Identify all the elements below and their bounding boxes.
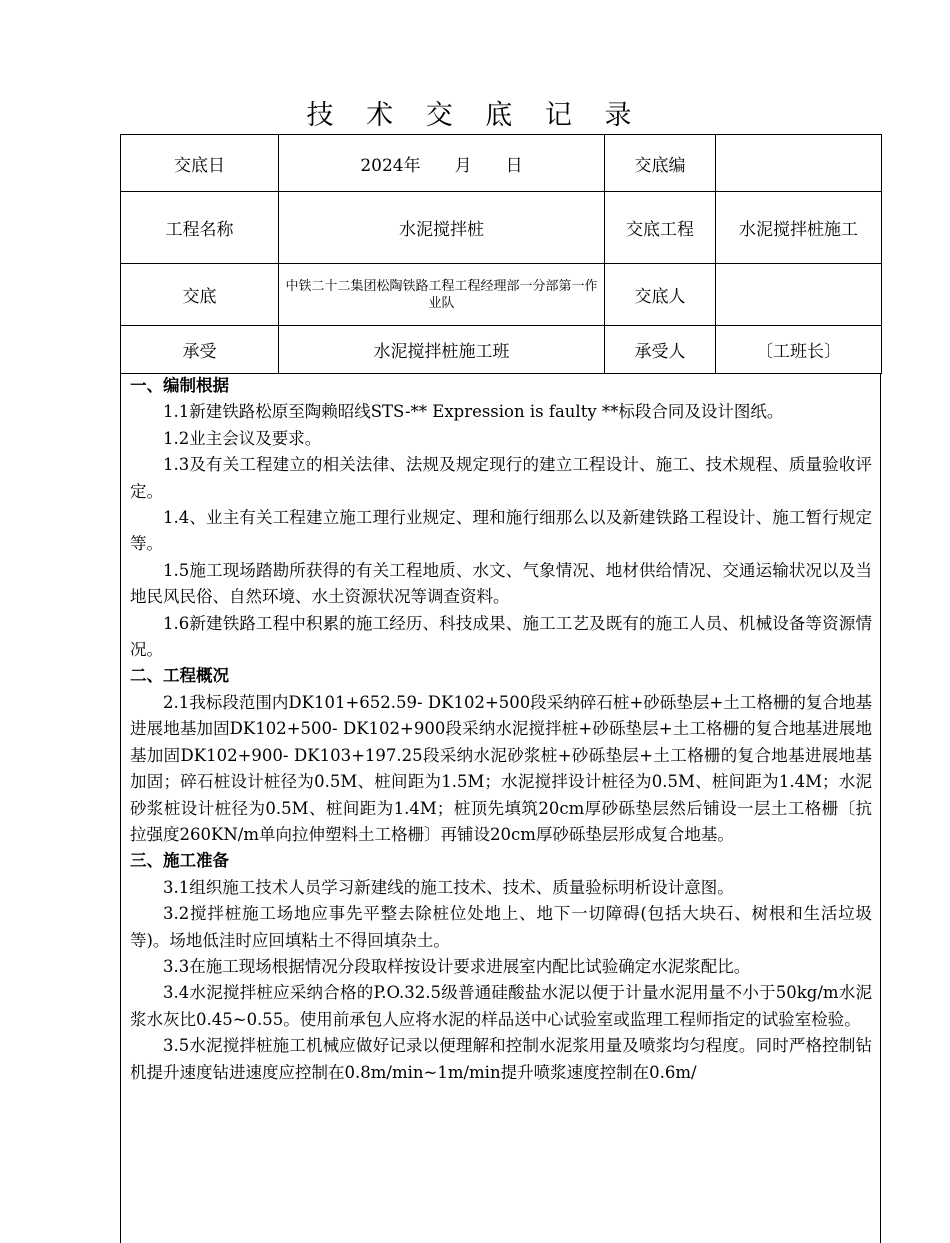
paragraph: 1.3及有关工程建立的相关法律、法规及规定现行的建立工程设计、施工、技术规程、质量验收评定。: [130, 455, 872, 501]
header-row-receiver: [121, 326, 882, 374]
header-row-unit: [121, 264, 882, 326]
disclosure-unit-value: 中铁二十二集团松陶铁路工程工程经理部一分部第一作业队: [279, 264, 605, 326]
paragraph: 3.4水泥搅拌桩应采纳合格的P.O.32.5级普通硅酸盐水泥以便于计量水泥用量不小于50kg/m水泥浆水灰比0.45~0.55。使用前承包人应将水泥的样品送中心试验室或监理工程师指定的试验室检验。: [130, 983, 872, 1029]
header-row-project: [121, 192, 882, 264]
paragraph: 1.1新建铁路松原至陶赖昭线STS-** Expression is faulty **标段合同及设计图纸。: [163, 402, 784, 422]
paragraph: 2.1我标段范围内DK101+652.59- DK102+500段采纳碎石桩+砂砾垫层+土工格栅的复合地基进展地基加固DK102+500- DK102+900段采纳水泥搅拌桩+砂砾垫层+土工格栅的复合地基进展地基加固DK102+900- DK103+197.25段采纳水泥砂浆桩+砂砾垫层+土工格栅的复合地基进展地基加固；碎石桩设计桩径为0.5M、桩间距为1.5M；水泥搅拌设计桩径为0.5M、桩间距为1.4M；水泥砂浆桩设计桩径为0.5M、桩间距为1.4M；桩顶先填筑20cm厚砂砾垫层然后铺设一层土工格栅〔抗拉强度260KN/m单向拉伸塑料土工格栅〕再铺设20cm厚砂砾垫层形成复合地基。: [130, 692, 872, 844]
paragraph: 1.4、业主有关工程建立施工理行业规定、理和施行细那么以及新建铁路工程设计、施工暂行规定等。: [130, 508, 872, 554]
paragraph: 1.5施工现场踏勘所获得的有关工程地质、水文、气象情况、地材供给情况、交通运输状况以及当地民风民俗、自然环境、水土资源状况等调查资料。: [130, 560, 872, 607]
section-heading-preparation: 三、施工准备: [130, 851, 229, 871]
project-name-label: 工程名称: [121, 192, 279, 264]
section-heading-overview: 二、工程概况: [130, 666, 229, 686]
paragraph: 3.2搅拌桩施工场地应事先平整去除桩位处地上、地下一切障碍(包括大块石、树根和生活垃圾等)。场地低洼时应回填粘土不得回填杂土。: [130, 904, 872, 950]
paragraph: 1.2业主会议及要求。: [163, 428, 322, 448]
receiver-label: 承受: [121, 326, 279, 374]
work-item-value: 水泥搅拌桩施工: [716, 192, 882, 264]
work-item-label: 交底工程: [605, 192, 716, 264]
disclosure-content: [120, 373, 881, 1243]
discloser-label: 交底人: [605, 264, 716, 326]
paragraph: 1.6新建铁路工程中积累的施工经历、科技成果、施工工艺及既有的施工人员、机械设备等资源情况。: [130, 613, 872, 660]
section-heading-basis: 一、编制根据: [130, 376, 229, 395]
receiver-person-label: 承受人: [605, 326, 716, 374]
date-value: 2024年 月 日: [279, 135, 605, 192]
paragraph: 3.5水泥搅拌桩施工机械应做好记录以便理解和控制水泥浆用量及喷浆均匀程度。同时严格控制钻机提升速度钻进速度应控制在0.8m/min~1m/min提升喷浆速度控制在0.6m/: [130, 1036, 872, 1082]
receiver-value: 水泥搅拌桩施工班: [279, 326, 605, 374]
paragraph: 3.1组织施工技术人员学习新建线的施工技术、技术、质量验标明析设计意图。: [163, 877, 734, 897]
header-row-date: [121, 135, 882, 192]
header-table: [120, 134, 882, 374]
discloser-value: [716, 264, 882, 326]
code-value: [716, 135, 882, 192]
paragraph: 3.3在施工现场根据情况分段取样按设计要求进展室内配比试验确定水泥浆配比。: [163, 956, 751, 976]
date-label: 交底日: [121, 135, 279, 192]
code-label: 交底编: [605, 135, 716, 192]
document-title: 技 术 交 底 记 录: [306, 100, 644, 131]
disclosure-unit-label: 交底: [121, 264, 279, 326]
project-name-value: 水泥搅拌桩: [279, 192, 605, 264]
receiver-person-value: 〔工班长〕: [716, 326, 882, 374]
